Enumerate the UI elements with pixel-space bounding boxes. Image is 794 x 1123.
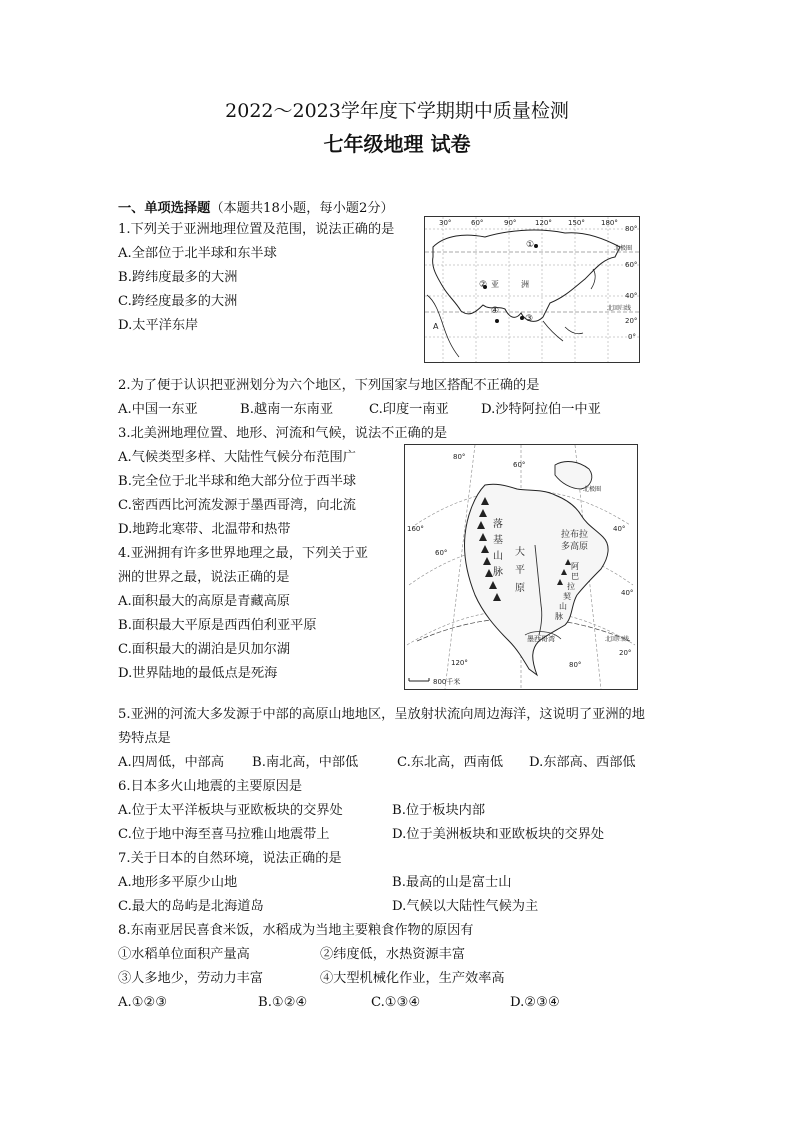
section-title: 一、单项选择题 <box>118 201 211 216</box>
question-8-item-4: ④大型机械化作业，生产效率高 <box>320 971 505 986</box>
question-2-option-c: C.印度一南亚 <box>369 402 449 417</box>
question-6-option-d: D.位于美洲板块和亚欧板块的交界处 <box>392 827 605 842</box>
question-5-option-d: D.东部高、西部低 <box>529 755 636 770</box>
lat-60-label: 60° <box>625 261 638 269</box>
question-6-option-a: A.位于太平洋板块与亚欧板块的交界处 <box>118 803 343 818</box>
question-4-option-a: A.面积最大的高原是青藏高原 <box>118 594 290 609</box>
question-1-stem: 1.下列关于亚洲地理位置及范围，说法正确的是 <box>118 222 395 237</box>
question-2-option-b: B.越南一东南亚 <box>240 402 334 417</box>
marker-1: ① <box>526 240 535 250</box>
section-heading <box>118 197 394 216</box>
appalachian-label-3: 拉 <box>567 582 575 591</box>
appalachian-label-5: 山 <box>559 602 567 611</box>
tropic-cancer-label: 北回归线 <box>607 305 632 312</box>
rocky-label-2: 基 <box>493 535 503 546</box>
question-3-option-c: C.密西西比河流发源于墨西哥湾，向北流 <box>118 498 356 513</box>
lon-30-label: 30° <box>439 219 452 227</box>
question-3-option-a: A.气候类型多样、大陆性气候分布范围广 <box>118 450 356 465</box>
scale-label: 800千米 <box>433 678 461 686</box>
question-8-stem: 8.东南亚居民喜食米饭，水稻成为当地主要粮食作物的原因有 <box>118 923 474 938</box>
question-8-item-3: ③人多地少，劳动力丰富 <box>118 971 264 986</box>
na-deg-label-5: 120° <box>451 659 468 667</box>
arctic-circle-label: 北极圈 <box>614 245 633 252</box>
marker-4: ④ <box>491 306 500 316</box>
question-4-option-c: C.面积最大的湖泊是贝加尔湖 <box>118 642 291 657</box>
question-3-option-d: D.地跨北寒带、北温带和热带 <box>118 522 291 537</box>
question-3-stem: 3.北美洲地理位置、地形、河流和气候，说法不正确的是 <box>118 426 448 441</box>
continent-label: 洲 <box>521 280 529 289</box>
na-deg-label-3: 40° <box>613 525 626 533</box>
lon-90-label: 90° <box>504 219 517 227</box>
question-8-option-b: B.①②④ <box>258 995 308 1010</box>
lat-20-label: 20° <box>625 317 638 325</box>
lon-60-label: 60° <box>471 219 484 227</box>
question-1-option-a: A.全部位于北半球和东半球 <box>118 246 277 261</box>
rocky-label-1: 落 <box>493 519 503 530</box>
question-7-stem: 7.关于日本的自然环境，说法正确的是 <box>118 851 342 866</box>
labrador-label-2: 多高原 <box>561 542 589 552</box>
question-8-option-d: D.②③④ <box>510 995 560 1010</box>
exam-title: 2022～2023学年度下学期期中质量检测 <box>225 100 569 122</box>
marker-3: ③ <box>525 314 534 324</box>
lon-150-label: 150° <box>568 219 585 227</box>
question-8-item-2: ②纬度低，水热资源丰富 <box>320 947 466 962</box>
appalachian-label-6: 脉 <box>555 612 563 621</box>
na-deg-label-7: 60° <box>435 549 448 557</box>
question-5-stem-line1: 5.亚洲的河流大多发源于中部的高原山地地区，呈放射状流向周边海洋，这说明了亚洲的地 <box>118 707 645 722</box>
na-deg-label-4: 160° <box>407 525 424 533</box>
question-8-option-a: A.①②③ <box>118 995 168 1010</box>
question-2-option-a: A.中国一东亚 <box>118 402 198 417</box>
question-7-option-c: C.最大的岛屿是北海道岛 <box>118 899 264 914</box>
question-8-item-1: ①水稻单位面积产量高 <box>118 947 250 962</box>
na-deg-label-2: 60° <box>513 461 526 469</box>
point-a-label: A <box>433 322 439 331</box>
question-2-stem: 2.为了便于认识把亚洲划分为六个地区，下列国家与地区搭配不正确的是 <box>118 378 540 393</box>
question-4-stem-line1: 4.亚洲拥有许多世界地理之最，下列关于亚 <box>118 546 368 561</box>
lon-180-label: 180° <box>601 219 618 227</box>
question-4-option-b: B.面积最大平原是西西伯利亚平原 <box>118 618 317 633</box>
question-5-option-a: A.四周低，中部高 <box>118 755 225 770</box>
labrador-label-1: 拉布拉 <box>561 530 589 540</box>
na-deg-label-1: 80° <box>453 453 466 461</box>
lat-40-label: 40° <box>625 292 638 300</box>
plain-label-3: 原 <box>515 583 525 594</box>
na-arctic-circle-label: 北极圈 <box>583 486 602 493</box>
asia-map <box>424 216 640 363</box>
na-deg-label-8: 40° <box>621 589 634 597</box>
na-deg-label-6: 80° <box>569 661 582 669</box>
north-america-map <box>404 444 638 690</box>
question-4-option-d: D.世界陆地的最低点是死海 <box>118 666 278 681</box>
question-1-option-c: C.跨经度最多的大洲 <box>118 294 238 309</box>
lon-120-label: 120° <box>535 219 552 227</box>
question-1-option-d: D.太平洋东岸 <box>118 318 199 333</box>
question-3-option-b: B.完全位于北半球和绝大部分位于西半球 <box>118 474 357 489</box>
exam-subtitle: 七年级地理 试卷 <box>323 132 471 156</box>
question-4-stem-line2: 洲的世界之最，说法正确的是 <box>118 570 290 585</box>
lat-80-label: 80° <box>625 225 638 233</box>
question-5-option-b: B.南北高，中部低 <box>252 755 359 770</box>
na-deg-label-9: 20° <box>619 649 632 657</box>
question-6-option-c: C.位于地中海至喜马拉雅山地震带上 <box>118 827 330 842</box>
lat-0-label: 0° <box>628 333 636 341</box>
gulf-of-mexico-label: 墨西哥湾 <box>527 635 555 643</box>
question-5-option-c: C.东北高，西南低 <box>397 755 504 770</box>
rocky-label-3: 山 <box>493 551 503 562</box>
question-2-option-d: D.沙特阿拉伯一中亚 <box>481 402 601 417</box>
question-1-option-b: B.跨纬度最多的大洲 <box>118 270 238 285</box>
question-7-option-d: D.气候以大陆性气候为主 <box>392 899 539 914</box>
question-5-stem-line2: 势特点是 <box>118 731 171 746</box>
question-6-stem: 6.日本多火山地震的主要原因是 <box>118 779 303 794</box>
marker-2: ② <box>479 280 488 290</box>
section-note: （本题共18小题，每小题2分） <box>210 201 394 216</box>
asia-label: 亚 <box>491 280 499 289</box>
plain-label-1: 大 <box>515 547 525 558</box>
question-7-option-b: B.最高的山是富士山 <box>392 875 512 890</box>
appalachian-label-2: 巴 <box>571 572 579 581</box>
appalachian-label-4: 契 <box>563 592 571 601</box>
appalachian-label-1: 阿 <box>571 562 579 571</box>
na-tropic-cancer-label: 北回归线 <box>605 636 630 643</box>
plain-label-2: 平 <box>515 565 525 576</box>
question-7-option-a: A.地形多平原少山地 <box>118 875 238 890</box>
rocky-label-4: 脉 <box>493 567 503 578</box>
question-8-option-c: C.①③④ <box>371 995 421 1010</box>
question-6-option-b: B.位于板块内部 <box>392 803 486 818</box>
